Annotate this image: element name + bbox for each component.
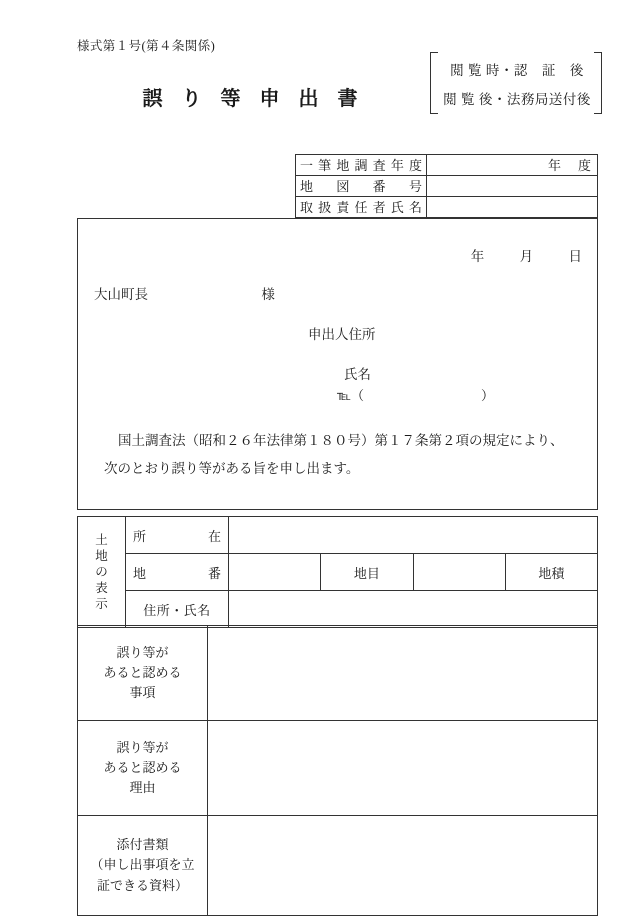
- land-description-table: [77, 516, 598, 628]
- applicant-tel-field: [337, 385, 494, 404]
- table-row: [296, 197, 598, 218]
- land-area-label: 地積: [505, 554, 597, 591]
- table-row: [78, 816, 598, 916]
- officer-name-value[interactable]: [427, 197, 598, 218]
- telephone-icon: ℡（: [337, 388, 364, 403]
- attachments-value[interactable]: [208, 816, 598, 916]
- page-title: 誤 り 等 申 出 書: [142, 88, 365, 110]
- date-month-label: 月: [519, 249, 535, 264]
- table-row: [296, 155, 598, 176]
- attachments-label: [78, 816, 208, 916]
- error-items-label-line-1: 誤り等が: [116, 644, 169, 660]
- land-category-value[interactable]: [413, 554, 505, 591]
- error-reason-label-line-3: 理由: [129, 780, 156, 796]
- owner-address-name-value[interactable]: [229, 591, 598, 628]
- attachments-label-line-3: 証できる資料）: [96, 877, 188, 893]
- statute-line-1: 国土調査法（昭和２６年法律第１８０号）第１７条第２項の規定により、: [118, 433, 564, 448]
- map-number-value[interactable]: [427, 176, 598, 197]
- addressee-name: 大山町長: [94, 287, 148, 302]
- error-items-label: [78, 626, 208, 721]
- vertical-header-char-5: 示: [95, 597, 108, 611]
- owner-address-name-label: 住所・氏名: [126, 591, 229, 628]
- applicant-address-label: 申出人住所: [308, 327, 376, 342]
- statute-line-2: 次のとおり誤り等がある旨を申し出ます。: [104, 461, 360, 476]
- error-reason-value[interactable]: [208, 721, 598, 816]
- vertical-header-char-3: の: [95, 565, 108, 579]
- parcel-number-label: 地 番: [126, 554, 229, 591]
- error-reason-label-line-1: 誤り等が: [116, 739, 169, 755]
- application-body-box: [77, 218, 598, 510]
- addressee-line: [94, 283, 275, 303]
- parcel-number-value[interactable]: [229, 554, 321, 591]
- survey-year-value[interactable]: 年 度: [427, 155, 598, 176]
- error-items-label-line-3: 事項: [129, 685, 156, 701]
- bracket-note-line-2: 閲 覧 後・法務局送付後: [443, 91, 591, 107]
- error-items-label-line-2: あると認める: [103, 664, 182, 680]
- table-row: [78, 721, 598, 816]
- applicant-name-label: 氏名: [344, 367, 371, 382]
- error-items-value[interactable]: [208, 626, 598, 721]
- location-label: 所 在: [126, 517, 229, 554]
- statement-blocks-table: [77, 625, 598, 916]
- date-year-label: 年: [470, 249, 486, 264]
- land-category-label: 地目: [321, 554, 413, 591]
- vertical-header-char-2: 地: [95, 549, 108, 563]
- addressee-honorific: 様: [261, 287, 275, 302]
- attachments-label-line-1: 添付書類: [116, 837, 169, 853]
- vertical-header-char-4: 表: [95, 581, 108, 595]
- date-day-label: 日: [568, 249, 583, 264]
- attachments-label-line-2: （申し出事項を立: [90, 857, 195, 873]
- table-row: [78, 517, 598, 554]
- date-line: [471, 245, 583, 265]
- land-description-vertical-header: [78, 517, 126, 628]
- error-reason-label-line-2: あると認める: [103, 759, 182, 775]
- officer-name-label: 取扱責任者氏名: [296, 197, 427, 218]
- applicant-tel-close-paren: ）: [480, 388, 494, 403]
- table-row: [78, 591, 598, 628]
- bracket-note-line-1: 閲 覧 時・認 証 後: [450, 62, 584, 78]
- map-number-label: 地 図 番 号: [296, 176, 427, 197]
- table-row: [78, 626, 598, 721]
- survey-meta-table: [295, 154, 598, 218]
- survey-year-label: 一筆地調査年度: [296, 155, 427, 176]
- vertical-header-char-1: 土: [95, 533, 108, 547]
- bracket-note: [430, 52, 602, 114]
- form-number: 様式第１号(第４条関係): [77, 39, 216, 53]
- error-reason-label: [78, 721, 208, 816]
- table-row: [296, 176, 598, 197]
- statute-paragraph: [104, 427, 581, 483]
- location-value[interactable]: [229, 517, 598, 554]
- table-row: [78, 554, 598, 591]
